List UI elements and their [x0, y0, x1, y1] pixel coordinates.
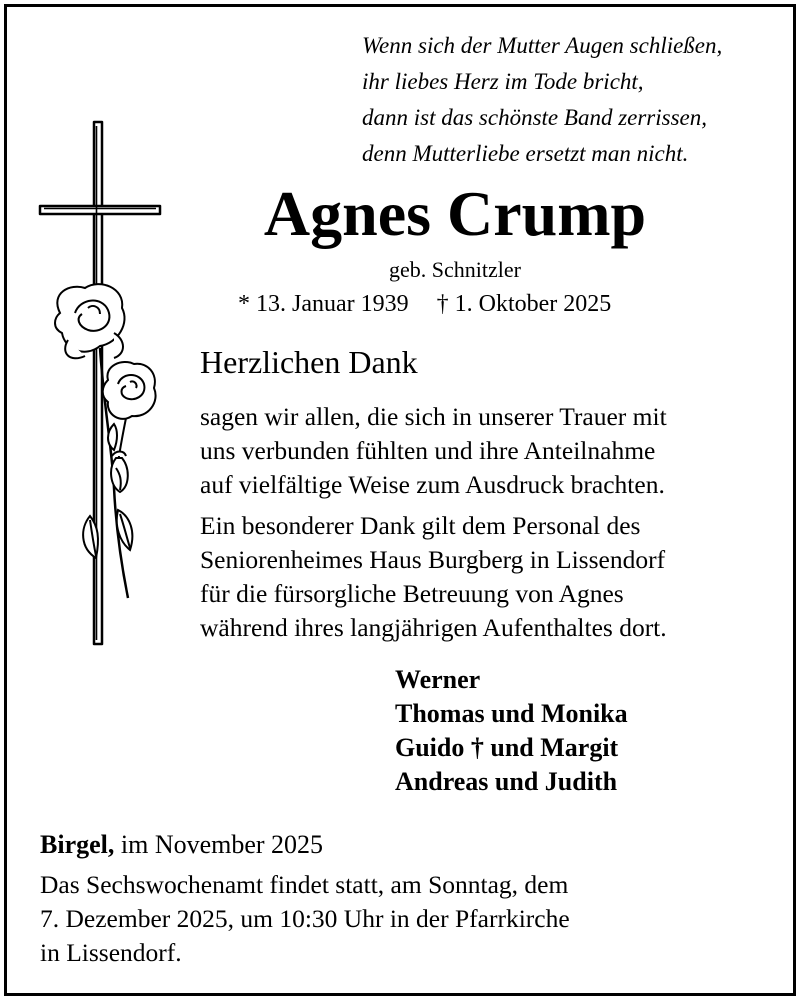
thanks-paragraph: [200, 400, 770, 502]
life-dates: [238, 289, 678, 319]
text-line: uns verbunden fühlten und ihre Anteilnahme: [200, 436, 656, 465]
service-announcement: [40, 868, 760, 970]
text-line: sagen wir allen, die sich in unserer Trauer mit: [200, 402, 667, 431]
text-line: in Lissendorf.: [40, 938, 182, 967]
cross-with-roses-icon: [30, 118, 170, 648]
place-name: Birgel,: [40, 830, 115, 859]
text-line: Ein besonderer Dank gilt dem Personal des: [200, 511, 641, 540]
maiden-name: geb. Schnitzler: [389, 257, 521, 282]
deceased-name: Agnes Crump: [263, 178, 647, 249]
birth-date: * 13. Januar 1939: [238, 291, 409, 317]
death-date: † 1. Oktober 2025: [436, 291, 612, 317]
poem-line: dann ist das schönste Band zerrissen,: [362, 105, 707, 130]
poem-line: denn Mutterliebe ersetzt man nicht.: [362, 141, 689, 166]
signer: Andreas und Judith: [395, 767, 618, 796]
signer: Werner: [395, 665, 481, 694]
memorial-poem: [362, 28, 782, 172]
poem-line: ihr liebes Herz im Tode bricht,: [362, 69, 644, 94]
text-line: Das Sechswochenamt findet statt, am Sonntag, dem: [40, 870, 569, 899]
text-line: 7. Dezember 2025, um 10:30 Uhr in der Pfarrkirche: [40, 904, 570, 933]
place-date-line: [40, 828, 323, 862]
signer: Thomas und Monika: [395, 699, 628, 728]
text-line: Seniorenheimes Haus Burgberg in Lissendorf: [200, 545, 666, 574]
text-line: während ihres langjährigen Aufenthaltes dort.: [200, 613, 667, 642]
notice-date: im November 2025: [114, 830, 324, 859]
special-thanks-paragraph: [200, 509, 770, 645]
signers-list: [395, 663, 628, 799]
signer: Guido † und Margit: [395, 733, 619, 762]
text-line: auf vielfältige Weise zum Ausdruck brachten.: [200, 470, 665, 499]
thanks-heading: Herzlichen Dank: [200, 344, 418, 380]
text-line: für die fürsorgliche Betreuung von Agnes: [200, 579, 624, 608]
poem-line: Wenn sich der Mutter Augen schließen,: [362, 33, 723, 58]
